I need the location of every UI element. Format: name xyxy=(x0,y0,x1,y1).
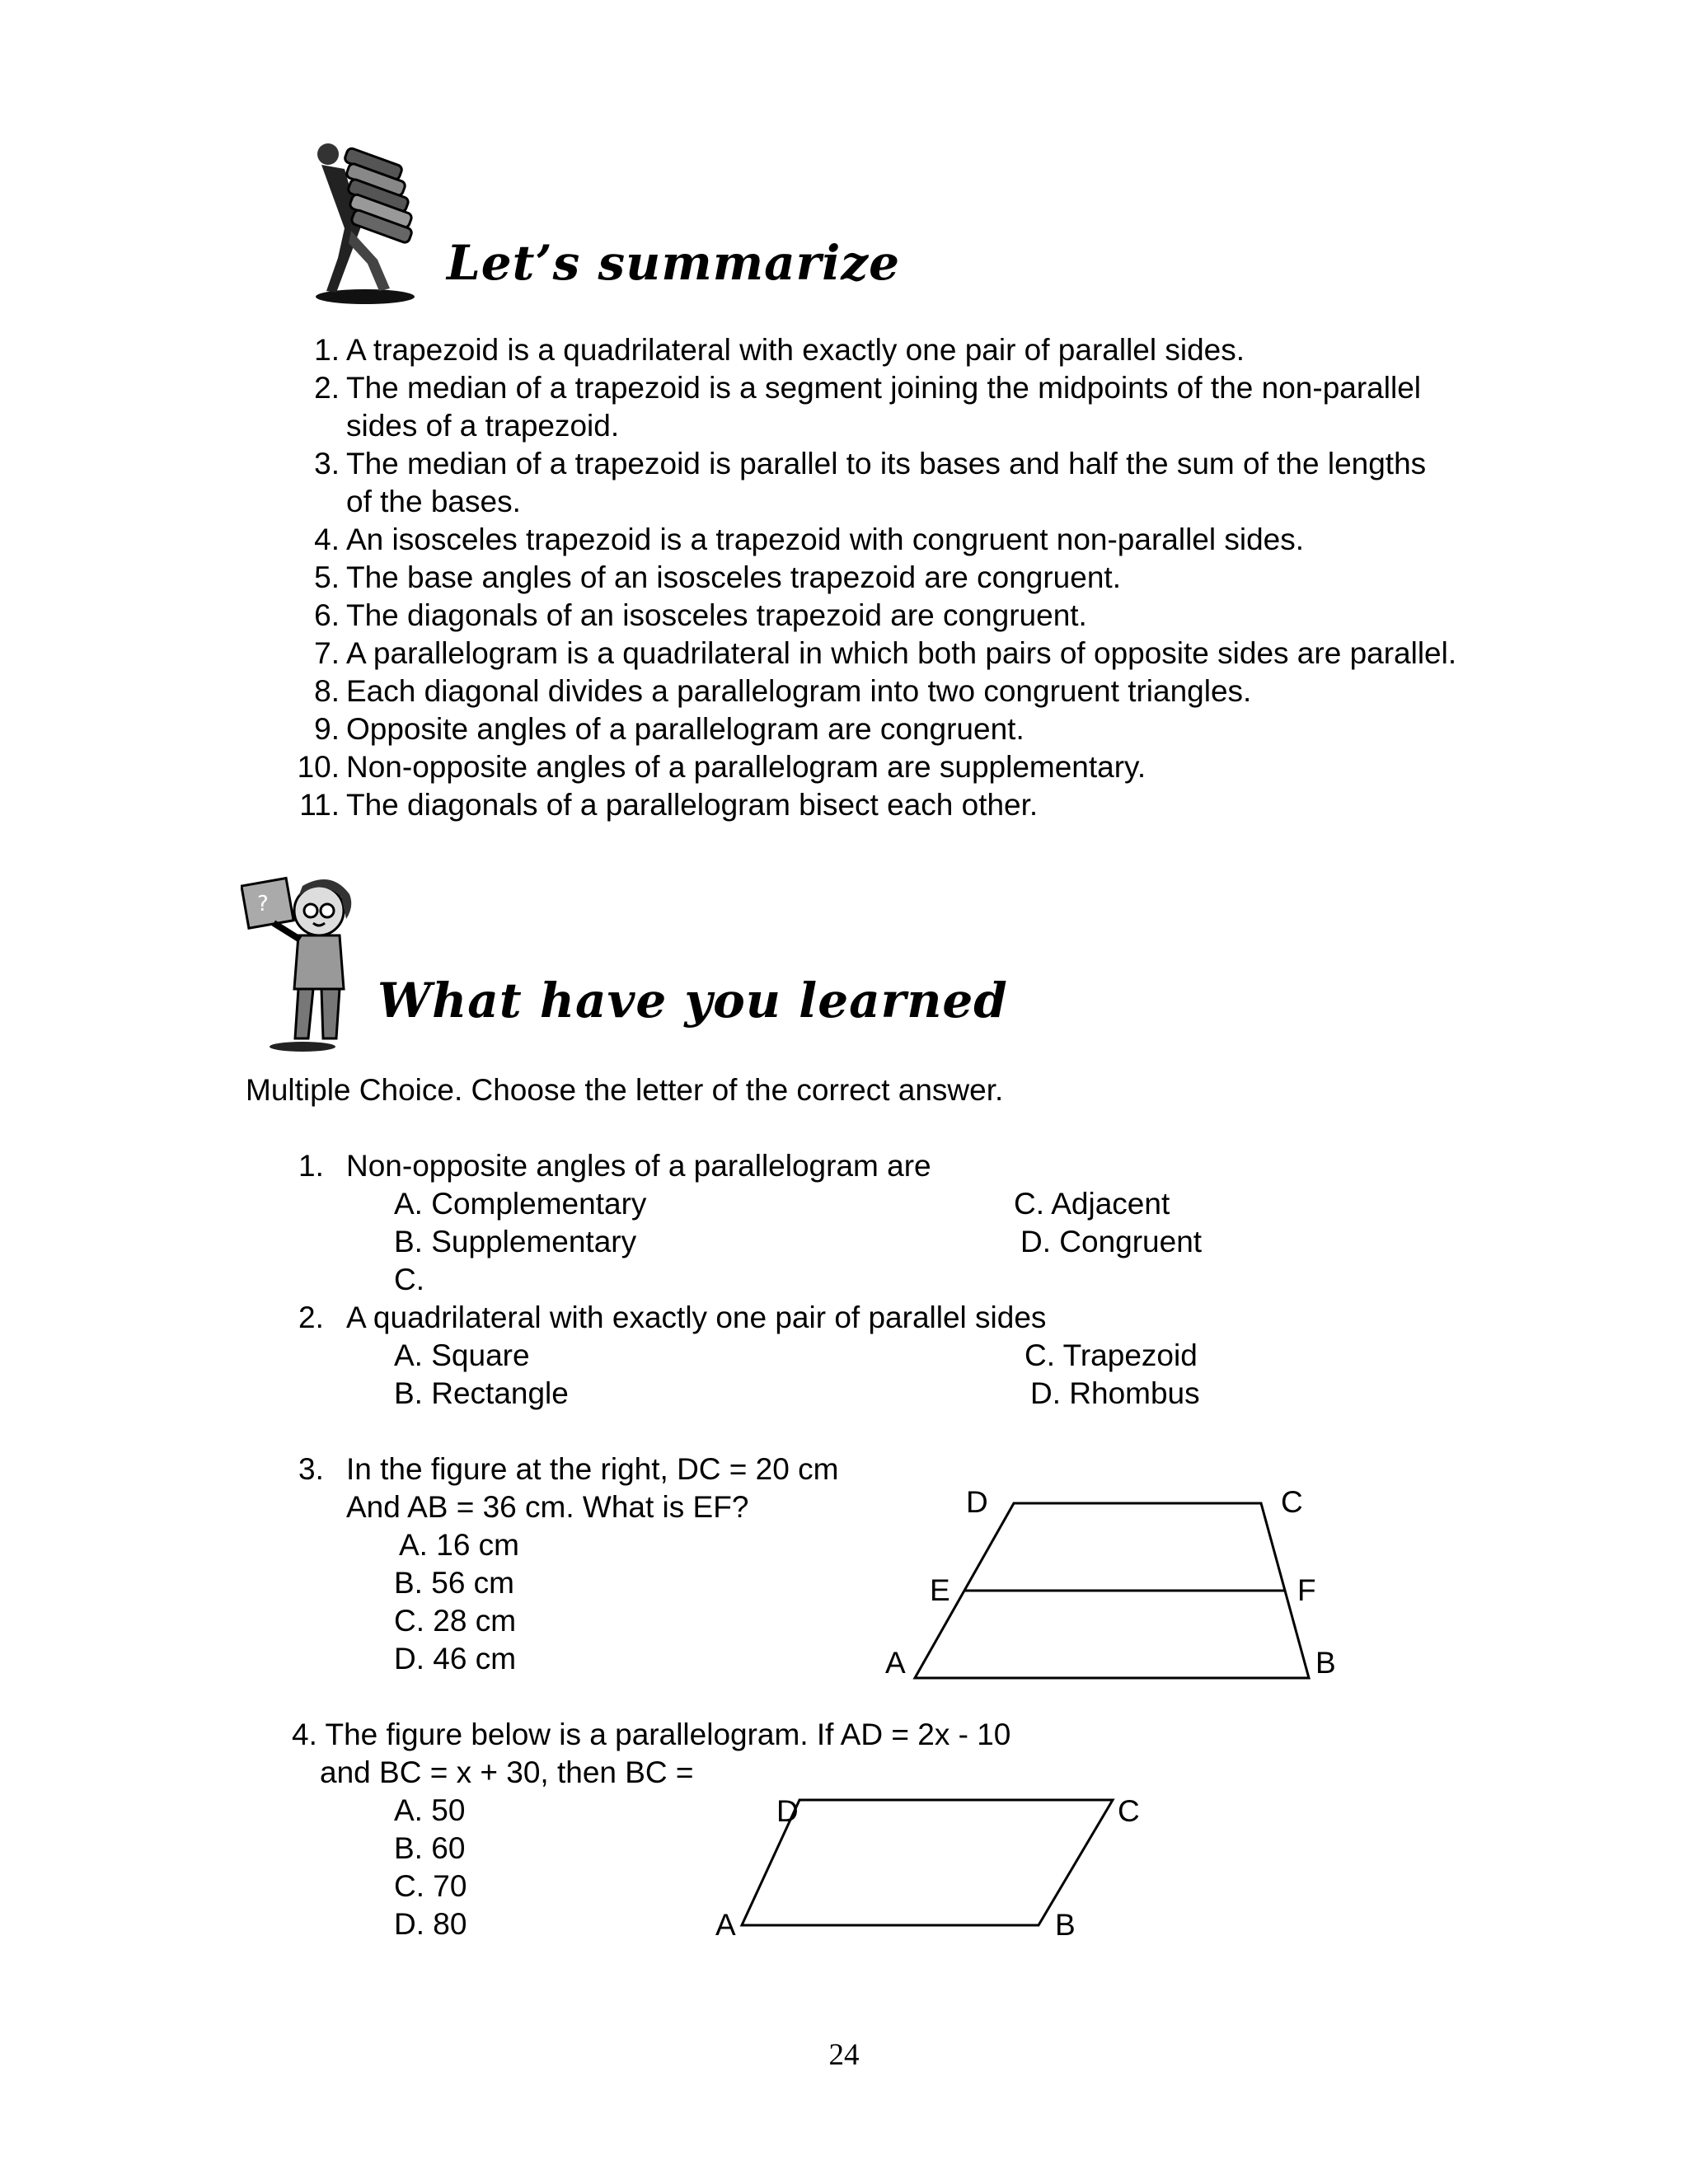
list-item: 8. Each diagonal divides a parallelogram into two congruent triangles. xyxy=(314,674,1252,708)
question-4: 4. The figure below is a parallelogram. If AD = 2x - 10 xyxy=(292,1718,1011,1751)
q1-option-c[interactable]: C. Adjacent xyxy=(1014,1187,1170,1221)
list-item: 2. The median of a trapezoid is a segment joining the midpoints of the non-parallel sides of a trapezoid. xyxy=(314,371,1421,443)
q2-option-b[interactable]: B. Rectangle xyxy=(394,1376,569,1410)
list-item: 1. A trapezoid is a quadrilateral with exactly one pair of parallel sides. xyxy=(314,333,1245,367)
q2-option-d[interactable]: D. Rhombus xyxy=(1030,1376,1200,1410)
q1-option-d[interactable]: D. Congruent xyxy=(1020,1225,1203,1258)
q4-option-b[interactable]: B. 60 xyxy=(394,1831,466,1865)
label-b: B xyxy=(1315,1646,1336,1680)
learned-section-title: What have you learned xyxy=(377,972,1008,1029)
label-c: C xyxy=(1118,1794,1140,1828)
trapezoid-figure xyxy=(874,1483,1360,1690)
worksheet-page: Let’s summarize 1. A trapezoid is a quadrilateral with exactly one pair of parallel sides. 2. The median of a trapezoid is a segment joining the midpoints of the non-parallel sides of a trapezoid. 3. The median of a trapezoid is parallel to its bases and half the sum of the lengths of the bases. 4. An isosceles trapezoid is a trapezoid with congruent non-parallel sides. 5. The base angles of an isosceles trapezoid are congruent. 6. The diagonals of an isosceles trapezoid are congruent. 7. A parallelogram is a quadrilateral in which both pairs of opposite sides are parallel. 8. Each diagonal divides a parallelogram into two congruent triangles. 9. Opposite angles of a parallelogram are congruent. 10. Non-opposite angles of a parallelogram are supplementary. 11. The diagonals of a parallelogram bisect each other. ? What have you learned Multiple Choice. Choose the letter of the correct answer. 1. Non-opposite angles of a parallelogram are A. Complementary C. Adjacent B. Supplementary D. Congruent C. 2. A quadrilateral with exactly one pair of parallel sides A. Square C. Trapezoid B. Rectangle D. Rhombus 3. In the figure at the right, DC = 20 cm And AB = 36 cm. What is EF? A. 16 cm B. 56 cm C. 28 cm D. 46 cm D C E F A B 4. The figure below is a parallelogram. If AD = 2x - 10 and BC = x + 30, then BC = A. 50 B. 60 C. 70 D. 80 D C A B 24 xyxy=(0,0,1688,2184)
label-f: F xyxy=(1297,1573,1316,1607)
question-4-line2: and BC = x + 30, then BC = xyxy=(320,1755,694,1789)
parallelogram-figure xyxy=(709,1788,1154,1945)
label-a: A xyxy=(715,1908,736,1942)
question-3-line2: And AB = 36 cm. What is EF? xyxy=(346,1490,749,1524)
q4-option-d[interactable]: D. 80 xyxy=(394,1907,467,1941)
label-d: D xyxy=(776,1794,799,1828)
girl-holding-box-icon xyxy=(241,874,377,1055)
list-item: 9. Opposite angles of a parallelogram are congruent. xyxy=(314,712,1025,746)
svg-text:?: ? xyxy=(257,892,269,916)
instructions-text: Multiple Choice. Choose the letter of the correct answer. xyxy=(246,1073,1004,1107)
q3-option-b[interactable]: B. 56 cm xyxy=(394,1566,514,1600)
q3-option-c[interactable]: C. 28 cm xyxy=(394,1604,517,1638)
list-item: 10. Non-opposite angles of a parallelogram are supplementary. xyxy=(297,750,1146,784)
summary-list xyxy=(288,331,1459,824)
summary-section-title: Let’s summarize xyxy=(447,235,901,291)
label-a: A xyxy=(885,1646,906,1680)
q2-option-c[interactable]: C. Trapezoid xyxy=(1025,1338,1198,1372)
q3-option-d[interactable]: D. 46 cm xyxy=(394,1642,517,1675)
list-item: 7. A parallelogram is a quadrilateral in which both pairs of opposite sides are parallel. xyxy=(314,636,1457,670)
label-d: D xyxy=(966,1485,988,1519)
q2-option-a[interactable]: A. Square xyxy=(394,1338,530,1372)
label-c: C xyxy=(1281,1485,1303,1519)
q3-option-a[interactable]: A. 16 cm xyxy=(399,1528,519,1562)
label-e: E xyxy=(930,1573,950,1607)
page-number: 24 xyxy=(828,2038,860,2072)
list-item: 11. The diagonals of a parallelogram bisect each other. xyxy=(299,788,1039,822)
q1-option-c-stray: C. xyxy=(394,1263,424,1296)
list-item: 4. An isosceles trapezoid is a trapezoid with congruent non-parallel sides. xyxy=(314,523,1305,556)
list-item: 5. The base angles of an isosceles trapezoid are congruent. xyxy=(314,560,1121,594)
list-item: 6. The diagonals of an isosceles trapezoid are congruent. xyxy=(314,598,1087,632)
label-b: B xyxy=(1055,1908,1076,1942)
person-carrying-books-icon xyxy=(312,136,435,309)
list-item: 3. The median of a trapezoid is parallel to its bases and half the sum of the lengths of the bases. xyxy=(314,447,1427,518)
q1-option-a[interactable]: A. Complementary xyxy=(394,1187,647,1221)
q4-option-a[interactable]: A. 50 xyxy=(394,1793,466,1827)
q4-option-c[interactable]: C. 70 xyxy=(394,1869,467,1903)
q1-option-b[interactable]: B. Supplementary xyxy=(394,1225,637,1258)
